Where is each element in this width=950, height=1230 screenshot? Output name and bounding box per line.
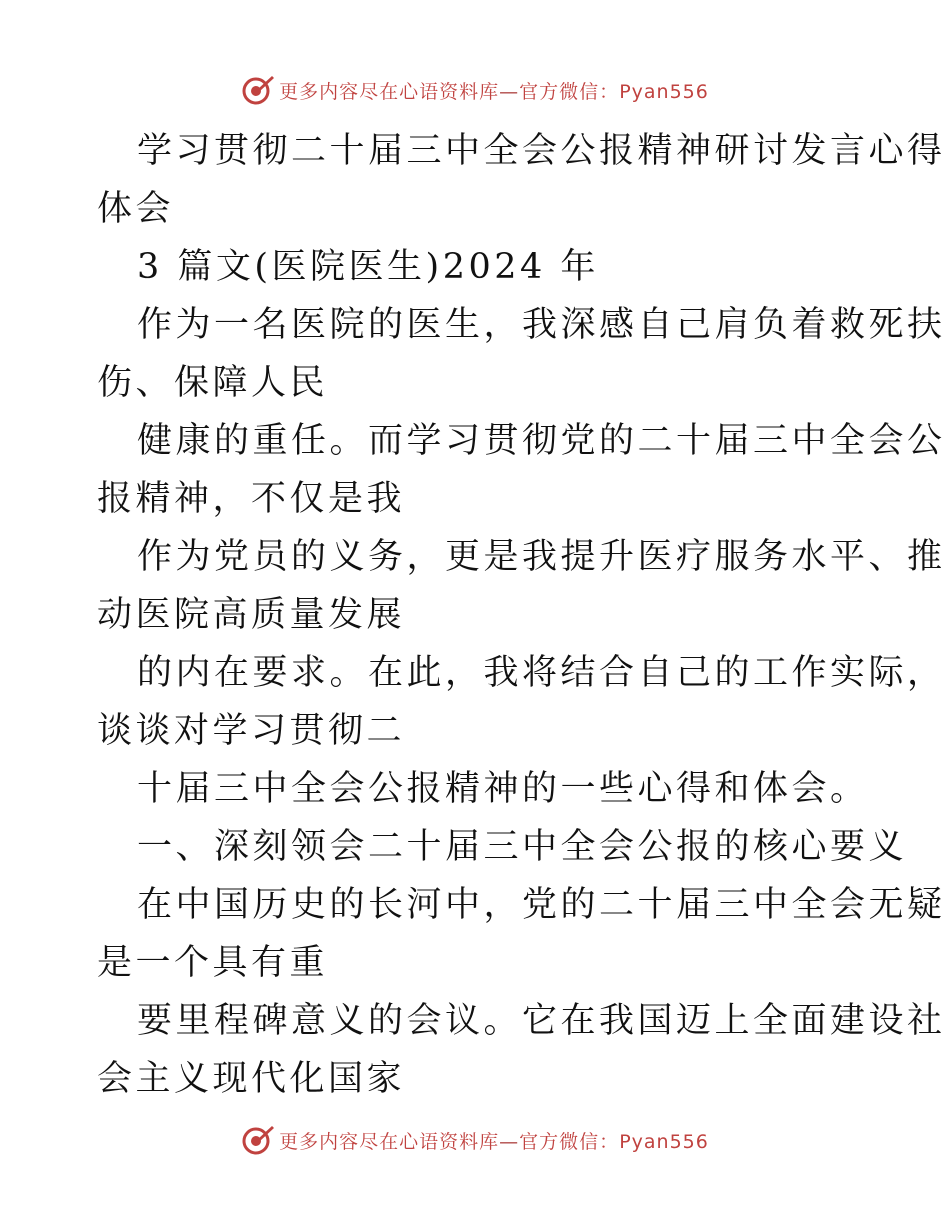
footer-watermark xyxy=(0,1120,950,1160)
text-line: 要里程碑意义的会议。它在我国迈上全面建设社 xyxy=(137,1001,946,1041)
text-line: 学习贯彻二十届三中全会公报精神研讨发言心得 xyxy=(137,131,946,171)
text-line: 报精神，不仅是我 xyxy=(97,479,406,519)
text-line: 作为党员的义务，更是我提升医疗服务水平、推 xyxy=(137,537,946,577)
text-line: 体会 xyxy=(97,189,175,229)
text-line: 伤、保障人民 xyxy=(97,363,329,403)
text-line: 一、深刻领会二十届三中全会公报的核心要义 xyxy=(137,827,908,867)
text-line: 3 篇文(医院医生)2024 年 xyxy=(137,247,599,287)
text-line: 的内在要求。在此，我将结合自己的工作实际， xyxy=(137,653,946,693)
text-line: 作为一名医院的医生，我深感自己肩负着救死扶 xyxy=(137,305,946,345)
text-line: 谈谈对学习贯彻二 xyxy=(97,711,406,751)
text-line: 在中国历史的长河中，党的二十届三中全会无疑 xyxy=(137,885,946,925)
text-line: 十届三中全会公报精神的一些心得和体会。 xyxy=(137,769,869,809)
text-line: 会主义现代化国家 xyxy=(97,1059,406,1099)
text-line: 是一个具有重 xyxy=(97,943,329,983)
header-watermark xyxy=(0,70,950,110)
document-body xyxy=(97,122,946,1108)
text-line: 动医院高质量发展 xyxy=(97,595,406,635)
pen-logo-icon xyxy=(241,73,275,107)
watermark-text: 更多内容尽在心语资料库—官方微信：Pyan556 xyxy=(279,1130,709,1153)
text-line: 健康的重任。而学习贯彻党的二十届三中全会公 xyxy=(137,421,946,461)
pen-logo-icon xyxy=(241,1123,275,1157)
watermark-text: 更多内容尽在心语资料库—官方微信：Pyan556 xyxy=(279,80,709,103)
